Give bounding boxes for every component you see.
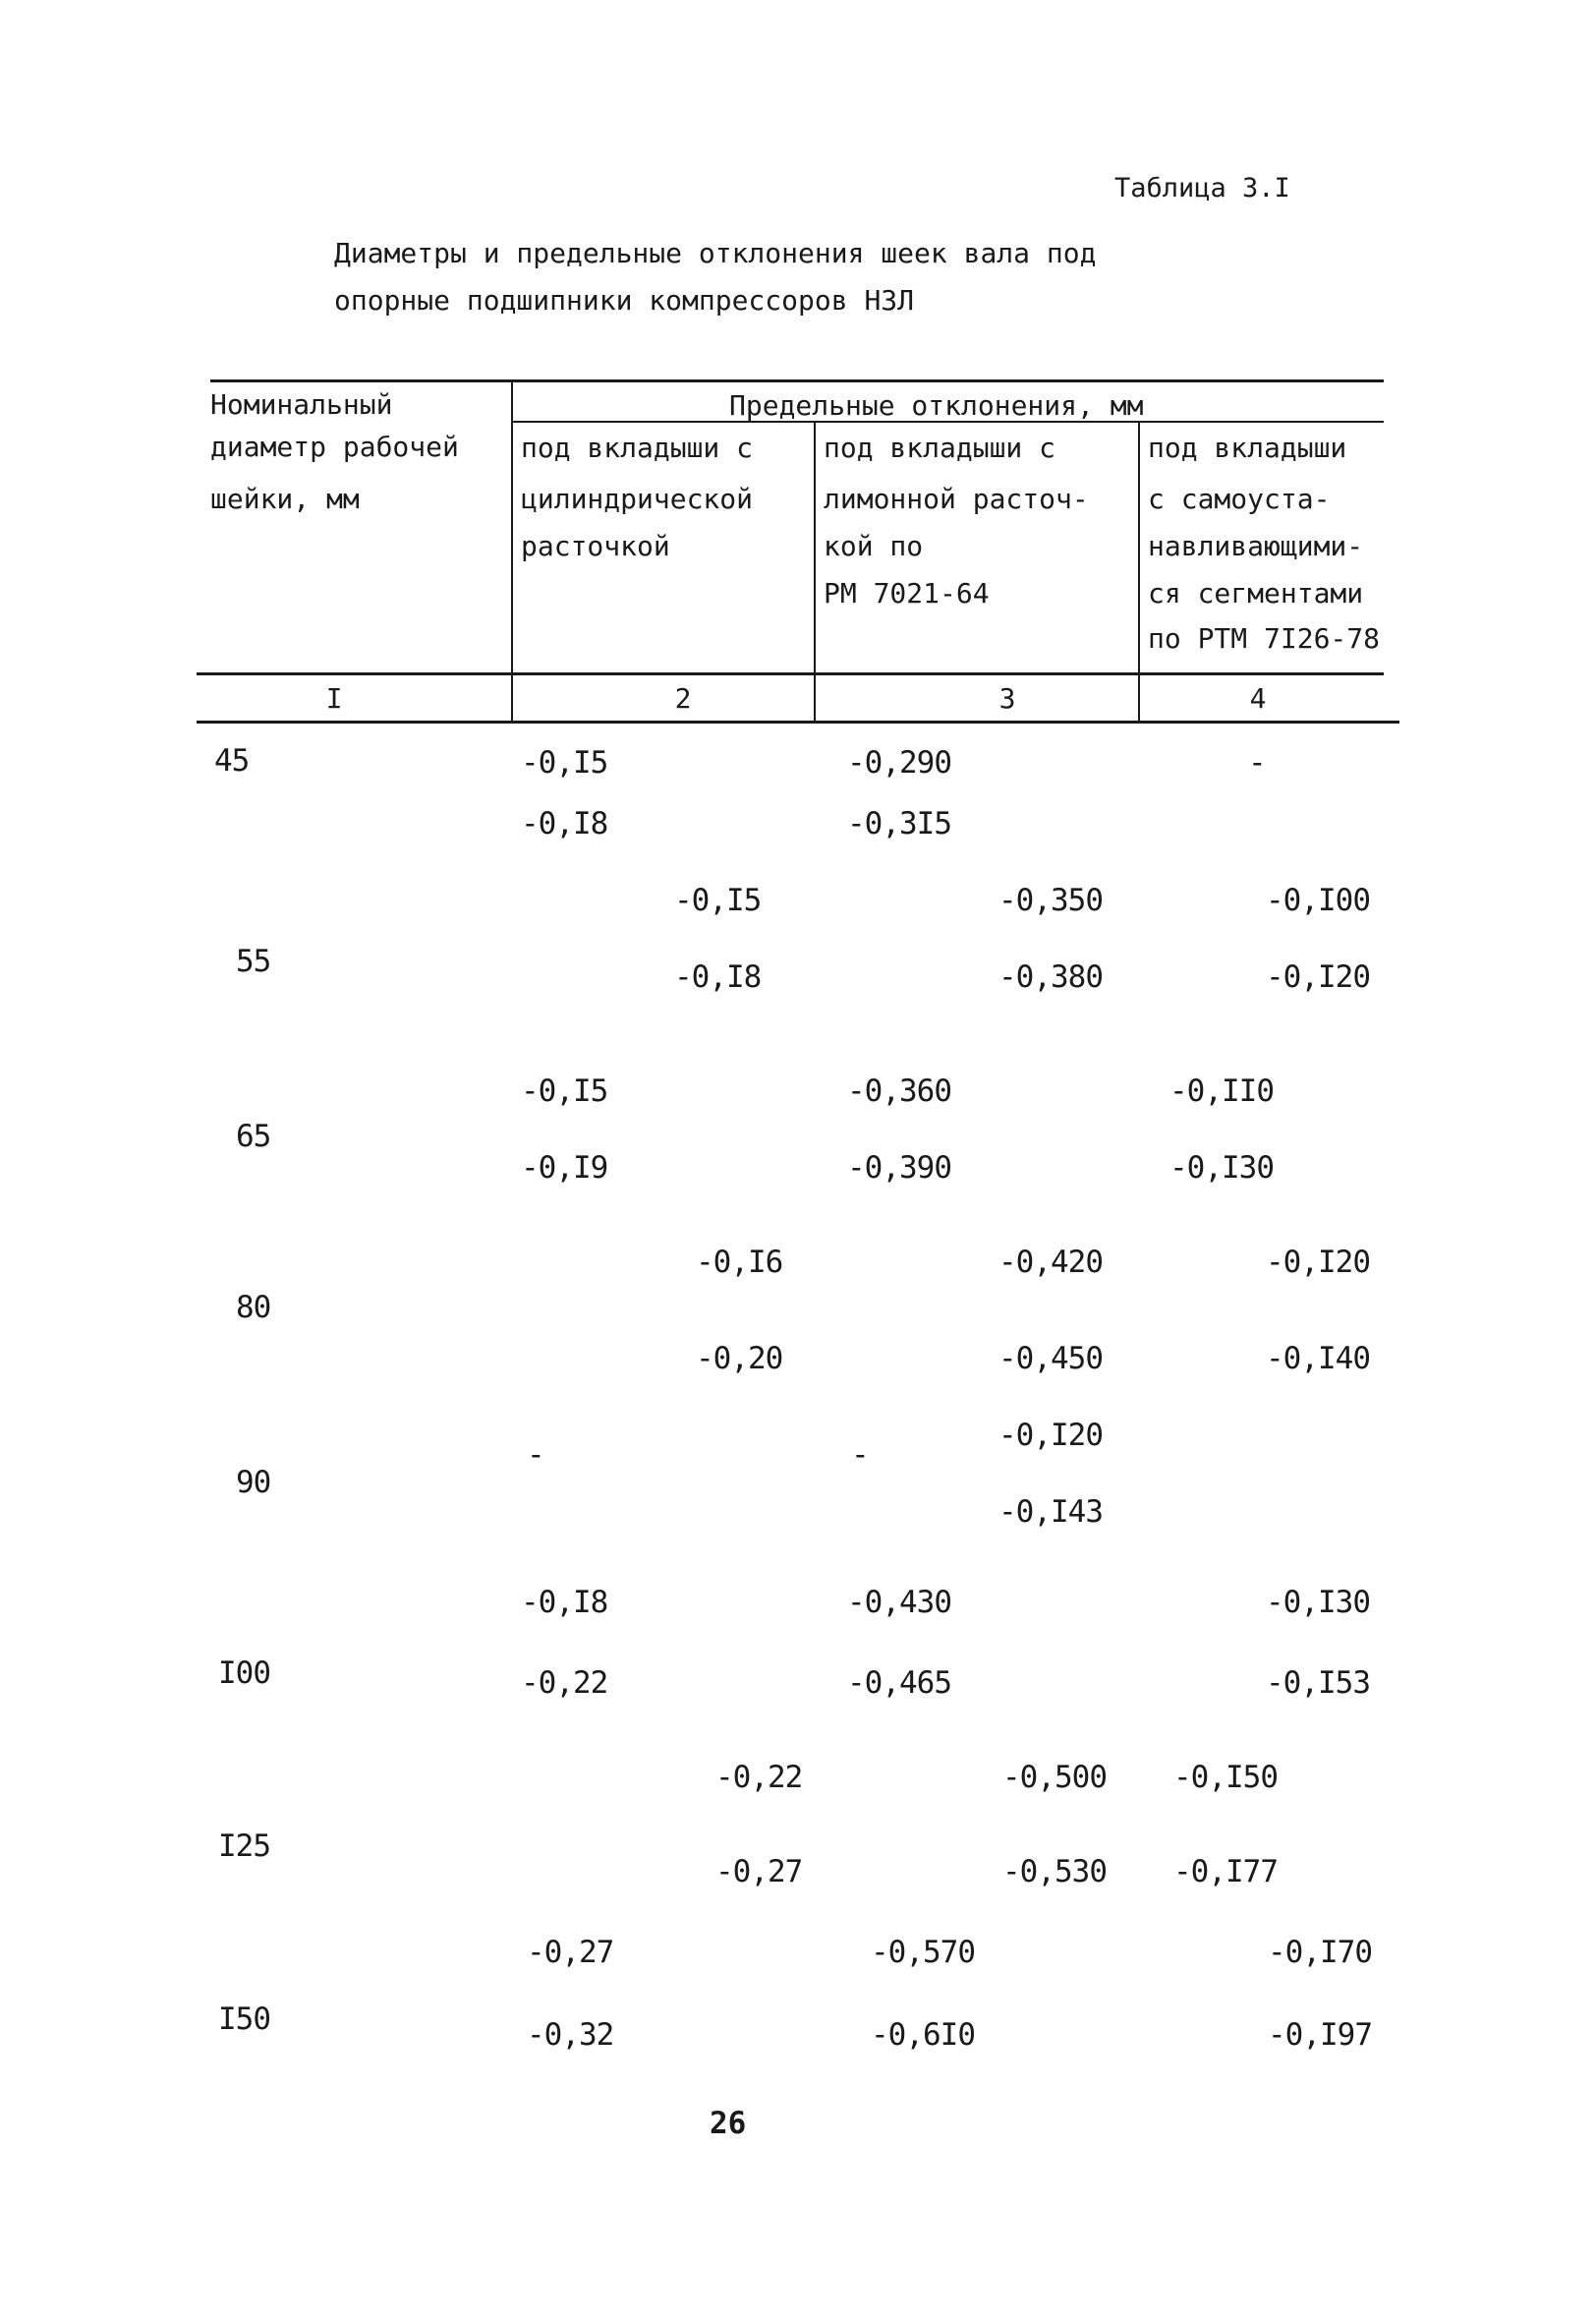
cell-65-c4-lower: -0,I30 [1169,1150,1274,1186]
cell-100-c3-upper: -0,430 [847,1585,951,1620]
header-col1-line-3: шейки, мм [210,483,360,515]
cell-45-c2-lower: -0,I8 [521,806,608,842]
header-col4-line-1: под вкладыши [1148,432,1347,464]
cell-90-c2: - [527,1437,544,1473]
column-number-2: 2 [674,682,692,715]
column-number-1: I [325,682,343,715]
table-title-line-2: опорные подшипники компрессоров НЗЛ [334,284,915,317]
header-col4-line-2: с самоуста- [1148,483,1331,515]
cell-45-c3-lower: -0,3I5 [847,806,951,842]
row-label-150: I50 [218,2002,270,2037]
cell-150-c3-lower: -0,6I0 [871,2017,975,2053]
cell-55-c3-lower: -0,380 [998,959,1103,995]
row-label-125: I25 [218,1829,270,1864]
cell-100-c4-lower: -0,I53 [1266,1665,1370,1701]
cell-65-c2-lower: -0,I9 [521,1150,608,1186]
column-number-4: 4 [1249,682,1267,715]
cell-45-c2-upper: -0,I5 [521,745,608,781]
cell-45-c4-upper: - [1248,745,1266,781]
cell-125-c4-upper: -0,I50 [1173,1760,1278,1795]
header-col2-line-1: под вкладыши с [521,432,754,464]
cell-80-c4-upper: -0,I20 [1266,1245,1370,1280]
cell-45-c3-upper: -0,290 [847,745,951,781]
header-bottom-rule [197,672,1384,675]
cell-55-c2-upper: -0,I5 [674,883,762,918]
row-label-100: I00 [218,1655,270,1691]
header-col3-line-3: кой по [824,530,924,562]
header-col2-line-3: расточкой [521,530,670,562]
header-group: Предельные отклонения, мм [729,389,1144,422]
header-col4-line-3: навливающими- [1148,530,1364,562]
row-label-45: 45 [214,743,250,779]
cell-125-c4-lower: -0,I77 [1173,1854,1278,1889]
cell-90-c3-upper: -0,I20 [998,1418,1103,1453]
column-divider-2 [814,423,816,723]
cell-125-c2-upper: -0,22 [715,1760,803,1795]
header-col4-line-4: ся сегментами [1148,577,1364,610]
table-label: Таблица 3.I [1114,173,1290,203]
column-number-3: 3 [998,682,1016,715]
cell-150-c2-lower: -0,32 [527,2017,614,2053]
cell-65-c3-upper: -0,360 [847,1074,951,1109]
header-col1-line-1: Номинальный [210,388,393,421]
header-col1-line-2: диаметр рабочей [210,431,459,463]
cell-55-c3-upper: -0,350 [998,883,1103,918]
column-numbers-rule [197,721,1399,724]
header-col4-line-5: по РТМ 7I26-78 [1148,622,1381,655]
cell-150-c4-upper: -0,I70 [1268,1935,1372,1970]
cell-65-c2-upper: -0,I5 [521,1074,608,1109]
table-title-line-1: Диаметры и предельные отклонения шеек вала под [334,237,1097,269]
cell-150-c4-lower: -0,I97 [1268,2017,1372,2053]
cell-55-c4-lower: -0,I20 [1266,959,1370,995]
page-number: 26 [710,2106,747,2141]
row-label-80: 80 [236,1290,271,1325]
cell-80-c3-upper: -0,420 [998,1245,1103,1280]
cell-150-c2-upper: -0,27 [527,1935,614,1970]
cell-125-c3-upper: -0,500 [1002,1760,1107,1795]
cell-100-c4-upper: -0,I30 [1266,1585,1370,1620]
header-col3-line-1: под вкладыши с [824,432,1056,464]
cell-125-c3-lower: -0,530 [1002,1854,1107,1889]
header-col3-line-2: лимонной расточ- [824,483,1089,515]
cell-55-c2-lower: -0,I8 [674,959,762,995]
cell-100-c2-lower: -0,22 [521,1665,608,1701]
cell-100-c3-lower: -0,465 [847,1665,951,1701]
cell-80-c2-lower: -0,20 [696,1341,783,1376]
row-label-65: 65 [236,1119,271,1154]
header-col2-line-2: цилиндрической [521,483,754,515]
column-divider-1 [511,382,513,723]
cell-80-c3-lower: -0,450 [998,1341,1103,1376]
cell-90-c3-lower: -0,I43 [998,1494,1103,1530]
cell-150-c3-upper: -0,570 [871,1935,975,1970]
cell-65-c4-upper: -0,II0 [1169,1074,1274,1109]
row-label-55: 55 [236,944,271,979]
table-top-rule [210,379,1384,382]
cell-80-c4-lower: -0,I40 [1266,1341,1370,1376]
cell-65-c3-lower: -0,390 [847,1150,951,1186]
cell-125-c2-lower: -0,27 [715,1854,803,1889]
cell-90-c3: - [851,1437,869,1473]
cell-80-c2-upper: -0,I6 [696,1245,783,1280]
cell-100-c2-upper: -0,I8 [521,1585,608,1620]
column-divider-3 [1138,423,1140,723]
header-col3-line-4: РМ 7021-64 [824,577,990,610]
cell-55-c4-upper: -0,I00 [1266,883,1370,918]
row-label-90: 90 [236,1465,271,1500]
